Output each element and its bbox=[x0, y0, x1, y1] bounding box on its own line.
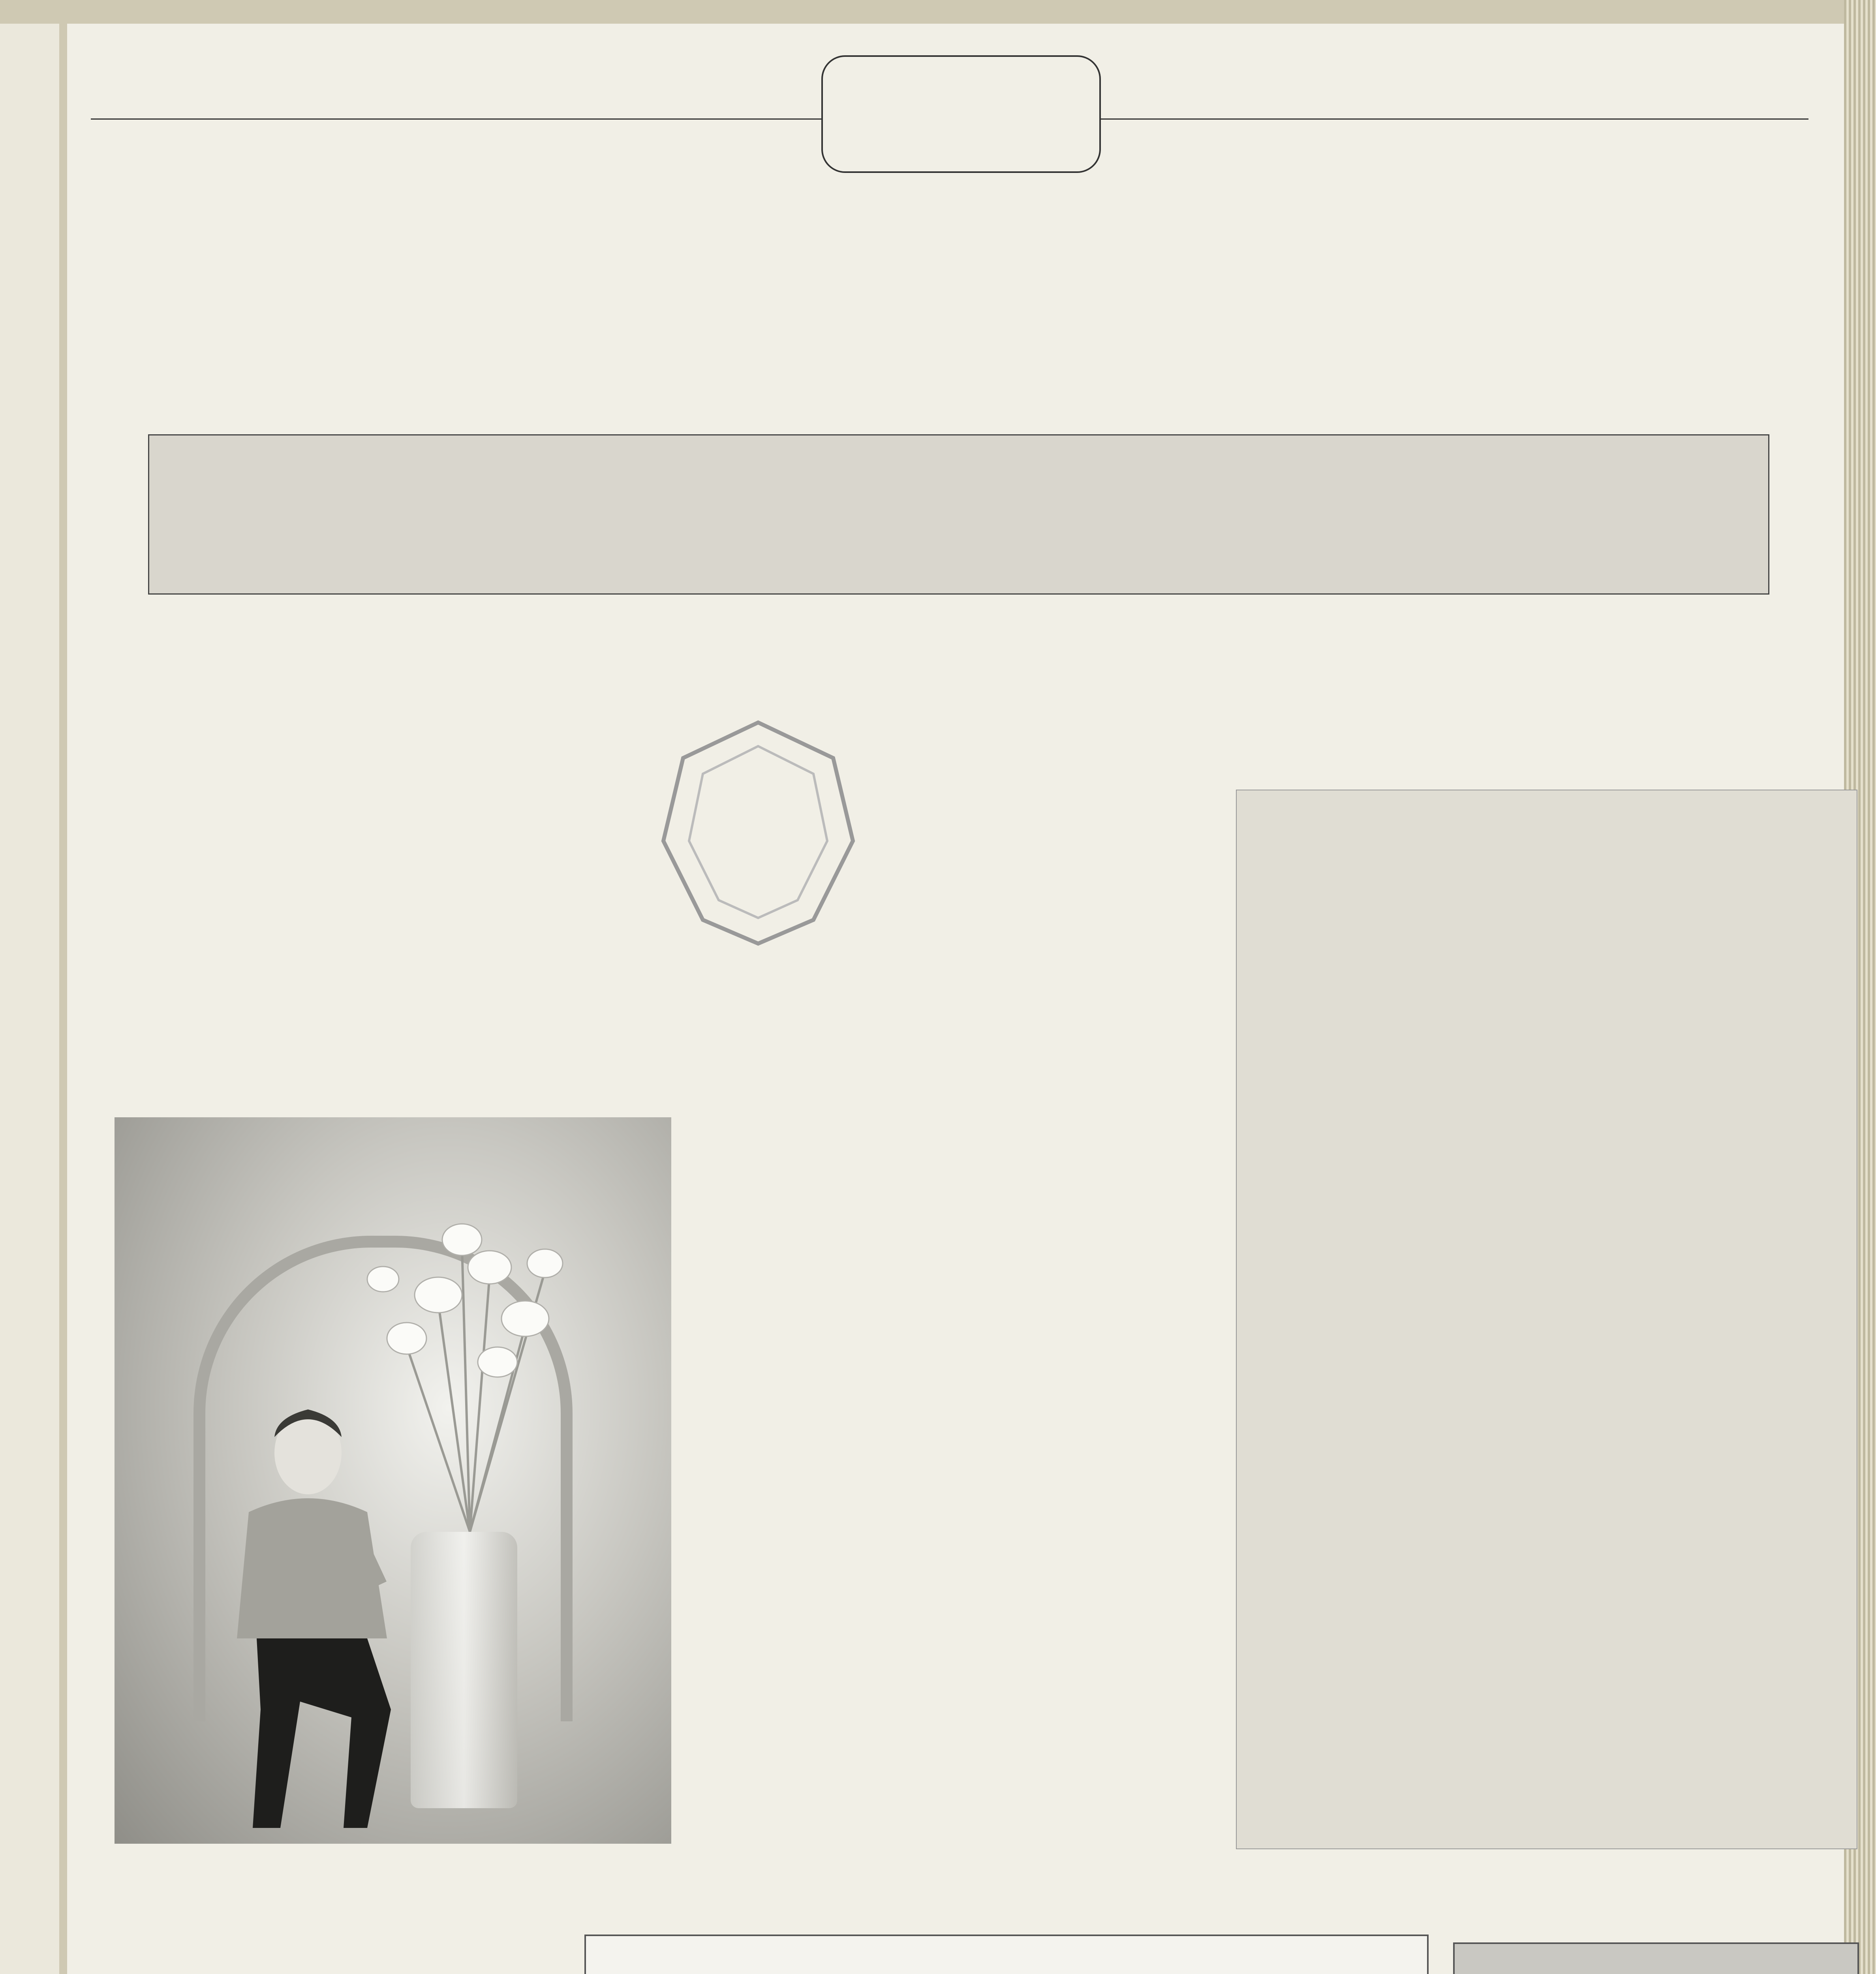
fort-napoleon-logo bbox=[648, 715, 869, 1011]
article-photo bbox=[115, 1117, 671, 1844]
article-intro-box bbox=[148, 434, 1769, 595]
photo-woman-figure bbox=[201, 1394, 423, 1844]
bekaert-ad bbox=[1453, 1942, 1859, 1974]
newspaper-page bbox=[67, 24, 1844, 1974]
fort-outline-icon bbox=[648, 715, 869, 951]
previous-page-edge bbox=[0, 24, 59, 1974]
photo-glass-vase bbox=[411, 1532, 517, 1808]
grabbelton-sidebar bbox=[1236, 790, 1857, 1849]
knack-ad bbox=[584, 1935, 1429, 1974]
section-label-box bbox=[821, 55, 1101, 173]
